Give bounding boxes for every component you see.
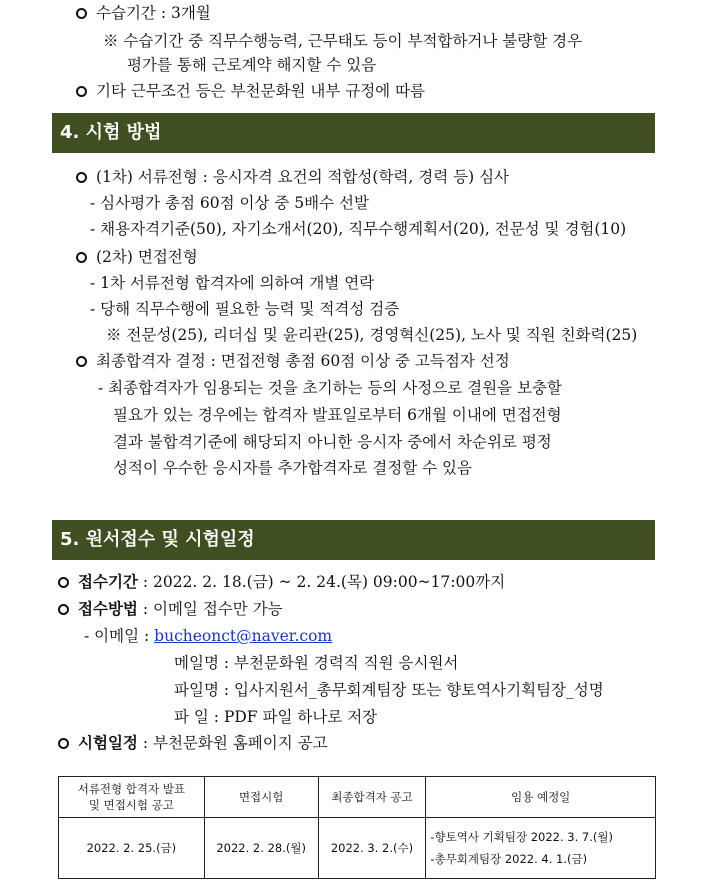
stage2-criteria: ※ 전문성(25), 리더십 및 윤리관(25), 경영혁신(25), 노사 및 직원 친화력(25) [106,326,638,344]
schedule-table [58,776,656,879]
file-type: 파 일 : PDF 파일 하나로 저장 [174,708,378,726]
other-conditions: 기타 근무조건 등은 부천문화원 내부 규정에 따름 [76,80,425,102]
mail-name: 메일명 : 부천문화원 경력직 직원 응시원서 [174,654,459,672]
circle-bullet-icon [58,577,69,588]
cell-appointment-dates: -향토역사 기획팀장 2022. 3. 7.(월) -총무회계팀장 2022. 4. 1.(금) [426,818,656,879]
exam-schedule: 시험일정 : 부천문화원 홈페이지 공고 [58,732,328,754]
circle-bullet-icon [58,738,69,749]
application-method: 접수방법 : 이메일 접수만 가능 [58,598,283,620]
stage1-detail-1: - 심사평가 총점 60점 이상 중 5배수 선발 [90,194,369,212]
application-period: 접수기간 : 2022. 2. 18.(금) ~ 2. 24.(목) 09:00~17:00까지 [58,571,505,593]
circle-bullet-icon [76,356,87,367]
final-decision-detail-4: 성적이 우수한 응시자를 추가합격자로 결정할 수 있음 [113,459,472,477]
cell-interview-date: 2022. 2. 28.(월) [204,818,318,879]
stage1-detail-2: - 채용자격기준(50), 자기소개서(20), 직무수행계획서(20), 전문성 및 경험(10) [90,220,627,238]
circle-bullet-icon [58,604,69,615]
email-line: - 이메일 : bucheonct@naver.com [84,627,333,645]
table-header-row [59,777,656,818]
circle-bullet-icon [76,8,87,19]
probation-note-line1: ※ 수습기간 중 직무수행능력, 근무태도 등이 부적합하거나 불량할 경우 [103,32,583,50]
header-document-result: 서류전형 합격자 발표 및 면접시험 공고 [59,777,205,818]
cell-document-result-date: 2022. 2. 25.(금) [59,818,205,879]
table-row [59,818,656,879]
stage2-detail-1: - 1차 서류전형 합격자에 의하여 개별 연락 [90,274,375,292]
section-5-header: 5. 원서접수 및 시험일정 [52,520,655,560]
cell-final-announcement-date: 2022. 3. 2.(수) [318,818,426,879]
circle-bullet-icon [76,86,87,97]
email-link[interactable]: bucheonct@naver.com [154,627,333,645]
header-final-announcement: 최종합격자 공고 [318,777,426,818]
final-decision-detail-2: 필요가 있는 경우에는 합격자 발표일로부터 6개월 이내에 면접전형 [113,406,562,424]
probation-period: 수습기간 : 3개월 [76,2,211,24]
stage2-interview: (2차) 면접전형 [76,246,198,268]
circle-bullet-icon [76,252,87,263]
header-interview: 면접시험 [204,777,318,818]
final-decision-detail-3: 결과 불합격기준에 해당되지 아니한 응시자 중에서 차순위로 평정 [113,433,552,451]
header-appointment-date: 임용 예정일 [426,777,656,818]
final-decision: 최종합격자 결정 : 면접전형 총점 60점 이상 중 고득점자 선정 [76,350,510,372]
probation-note-line2: 평가를 통해 근로계약 해지할 수 있음 [127,56,377,74]
final-decision-detail-1: - 최종합격자가 임용되는 것을 초기하는 등의 사정으로 결원을 보충할 [98,379,562,397]
stage2-detail-2: - 당해 직무수행에 필요한 능력 및 적격성 검증 [90,300,400,318]
file-name: 파일명 : 입사지원서_총무회계팀장 또는 향토역사기획팀장_성명 [174,681,604,699]
section-4-header: 4. 시험 방법 [52,113,655,153]
stage1-document-screening: (1차) 서류전형 : 응시자격 요건의 적합성(학력, 경력 등) 심사 [76,166,509,188]
circle-bullet-icon [76,172,87,183]
